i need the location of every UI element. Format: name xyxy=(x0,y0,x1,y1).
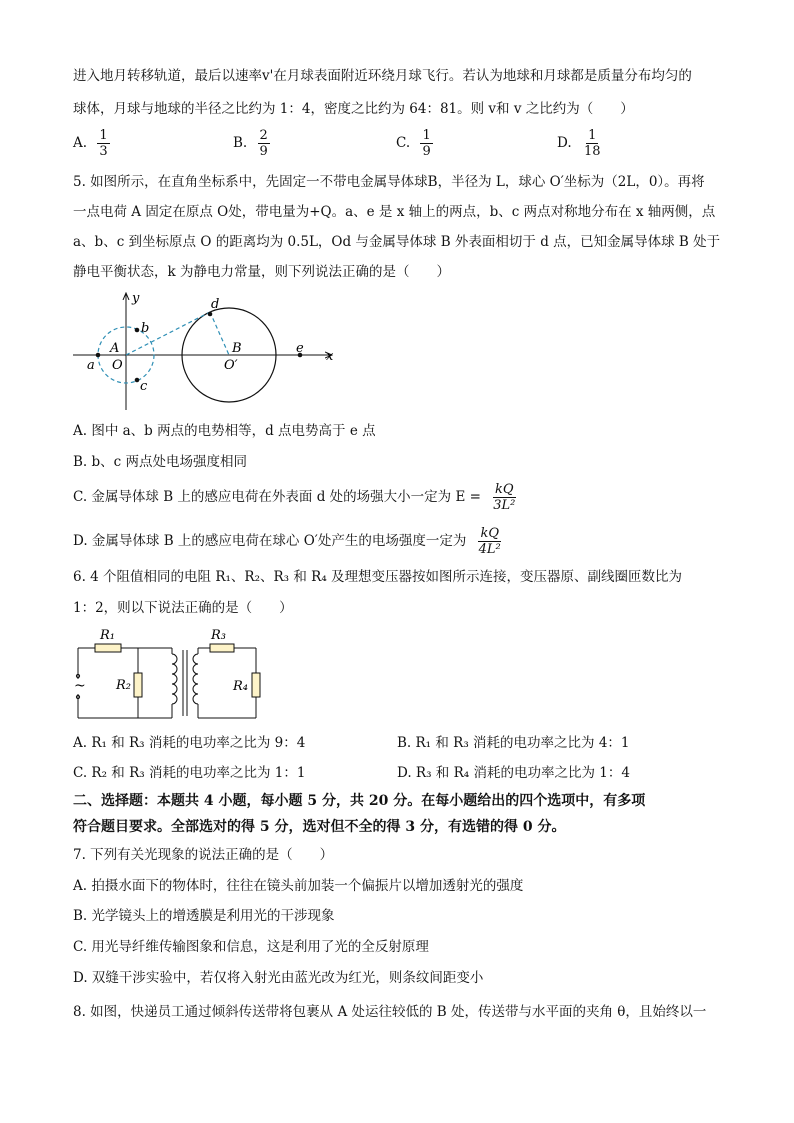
q6-option-c[interactable]: C. R₂ 和 R₃ 消耗的电功率之比为 1：1 xyxy=(73,765,306,781)
q5-option-d[interactable]: D. 金属导体球 B 上的感应电荷在球心 O′处产生的电场强度一定为 $\frac{kQ}{\text{4L²}}$ xyxy=(73,526,501,557)
label-r1: R₁ xyxy=(100,628,115,643)
label-e: e xyxy=(296,341,304,356)
y-axis-label: y xyxy=(132,291,140,306)
q4-option-a[interactable]: A. $\frac{1}{3}$ xyxy=(73,128,108,159)
label-A: A xyxy=(110,341,120,356)
q4-option-b-fraction: $\frac{2}{9}$ xyxy=(259,128,268,159)
label-O: O xyxy=(112,358,123,373)
q4-line1: 进入地月转移轨道，最后以速率v'在月球表面附近环绕月球飞行。若认为地球和月球都是质量分布均匀的 xyxy=(73,68,692,84)
point-c-dot xyxy=(135,378,140,383)
q4-option-d[interactable]: D. $\frac{1}{18}$ xyxy=(557,128,601,159)
label-r3: R₃ xyxy=(211,628,226,643)
resistor-r3 xyxy=(210,644,234,652)
q7-option-d[interactable]: D. 双缝干涉实验中，若仅将入射光由蓝光改为红光，则条纹间距变小 xyxy=(73,970,484,986)
q4-option-c-fraction: $\frac{1}{9}$ xyxy=(422,128,431,159)
q5-option-d-fraction: $\frac{kQ}{\text{4L²}}$ xyxy=(478,526,501,557)
q5-figure xyxy=(70,290,350,416)
resistor-r1 xyxy=(95,644,121,652)
label-d: d xyxy=(211,297,220,312)
q4-line2: 球体，月球与地球的半径之比约为 1：4，密度之比约为 64：81。则 v和 v 之比约为（ ） xyxy=(73,101,634,117)
label-b: b xyxy=(141,321,150,336)
tangent-line-od xyxy=(126,312,210,355)
label-a: a xyxy=(87,358,95,373)
q5-option-c-fraction: $\frac{kQ}{\text{3L²}}$ xyxy=(493,482,516,513)
radius-dprime xyxy=(210,312,229,355)
primary-coil xyxy=(172,654,177,704)
q4-option-d-fraction: $\frac{1}{18}$ xyxy=(583,128,601,159)
q7-option-b[interactable]: B. 光学镜头上的增透膜是利用光的干涉现象 xyxy=(73,908,335,924)
x-axis-label: x xyxy=(326,349,334,364)
point-a-dot xyxy=(96,353,101,358)
q5-line4: 静电平衡状态，k 为静电力常量，则下列说法正确的是（ ） xyxy=(73,264,450,280)
point-b-dot xyxy=(135,328,140,333)
point-d-dot xyxy=(208,312,213,317)
q7-option-c[interactable]: C. 用光导纤维传输图象和信息，这是利用了光的全反射原理 xyxy=(73,939,429,955)
q6-option-d[interactable]: D. R₃ 和 R₄ 消耗的电功率之比为 1：4 xyxy=(397,765,630,781)
q5-line1: 5. 如图所示，在直角坐标系中，先固定一不带电金属导体球B，半径为 L，球心 O′坐标为（2L，0）。再将 xyxy=(73,174,705,190)
q4-option-c[interactable]: C. $\frac{1}{9}$ xyxy=(396,128,431,159)
q5-option-b[interactable]: B. b、c 两点处电场强度相同 xyxy=(73,454,247,470)
resistor-r2 xyxy=(134,673,142,697)
q5-line2: 一点电荷 A 固定在原点 O处，带电量为+Q。a、e 是 x 轴上的两点，b、c 两点对称地分布在 x 轴两侧，点 xyxy=(73,204,716,220)
section2-heading-line1: 二、选择题：本题共 4 小题，每小题 5 分，共 20 分。在每小题给出的四个选项中，有多项 xyxy=(73,793,646,809)
q6-option-a[interactable]: A. R₁ 和 R₃ 消耗的电功率之比为 9：4 xyxy=(73,735,306,751)
q7-option-a[interactable]: A. 拍摄水面下的物体时，往往在镜头前加装一个偏振片以增加透射光的强度 xyxy=(73,878,524,894)
q7-stem: 7. 下列有关光现象的说法正确的是（ ） xyxy=(73,847,334,863)
q4-option-a-fraction: $\frac{1}{3}$ xyxy=(99,128,108,159)
secondary-coil xyxy=(193,654,198,704)
q4-option-b[interactable]: B. $\frac{2}{9}$ xyxy=(233,128,268,159)
q5-option-c[interactable]: C. 金属导体球 B 上的感应电荷在外表面 d 处的场强大小一定为 E = $\frac{kQ}{\text{3L²}}$ xyxy=(73,482,516,513)
resistor-r4 xyxy=(252,673,260,697)
label-r4: R₄ xyxy=(233,679,248,694)
q6-circuit-figure xyxy=(68,624,278,724)
section2-heading-line2: 符合题目要求。全部选对的得 5 分，选对但不全的得 3 分，有选错的得 0 分。 xyxy=(73,819,566,835)
label-B: B xyxy=(232,341,242,356)
ac-source-label: ~ xyxy=(74,678,86,694)
q5-option-a[interactable]: A. 图中 a、b 两点的电势相等，d 点电势高于 e 点 xyxy=(73,423,376,439)
q8-line1: 8. 如图，快递员工通过倾斜传送带将包裹从 A 处运往较低的 B 处，传送带与水平面的夹角 θ，且始终以一 xyxy=(73,1004,707,1020)
label-r2: R₂ xyxy=(116,678,131,693)
q6-option-b[interactable]: B. R₁ 和 R₃ 消耗的电功率之比为 4：1 xyxy=(397,735,630,751)
q6-line1: 6. 4 个阻值相同的电阻 R₁、R₂、R₃ 和 R₄ 及理想变压器按如图所示连接，变压器原、副线圈匝数比为 xyxy=(73,569,683,585)
label-O-prime: O′ xyxy=(224,358,238,373)
label-c: c xyxy=(140,379,148,394)
q6-line2: 1：2，则以下说法正确的是（ ） xyxy=(73,600,293,616)
q5-line3: a、b、c 到坐标原点 O 的距离均为 0.5L，Od 与金属导体球 B 外表面相切于 d 点，已知金属导体球 B 处于 xyxy=(73,234,721,250)
